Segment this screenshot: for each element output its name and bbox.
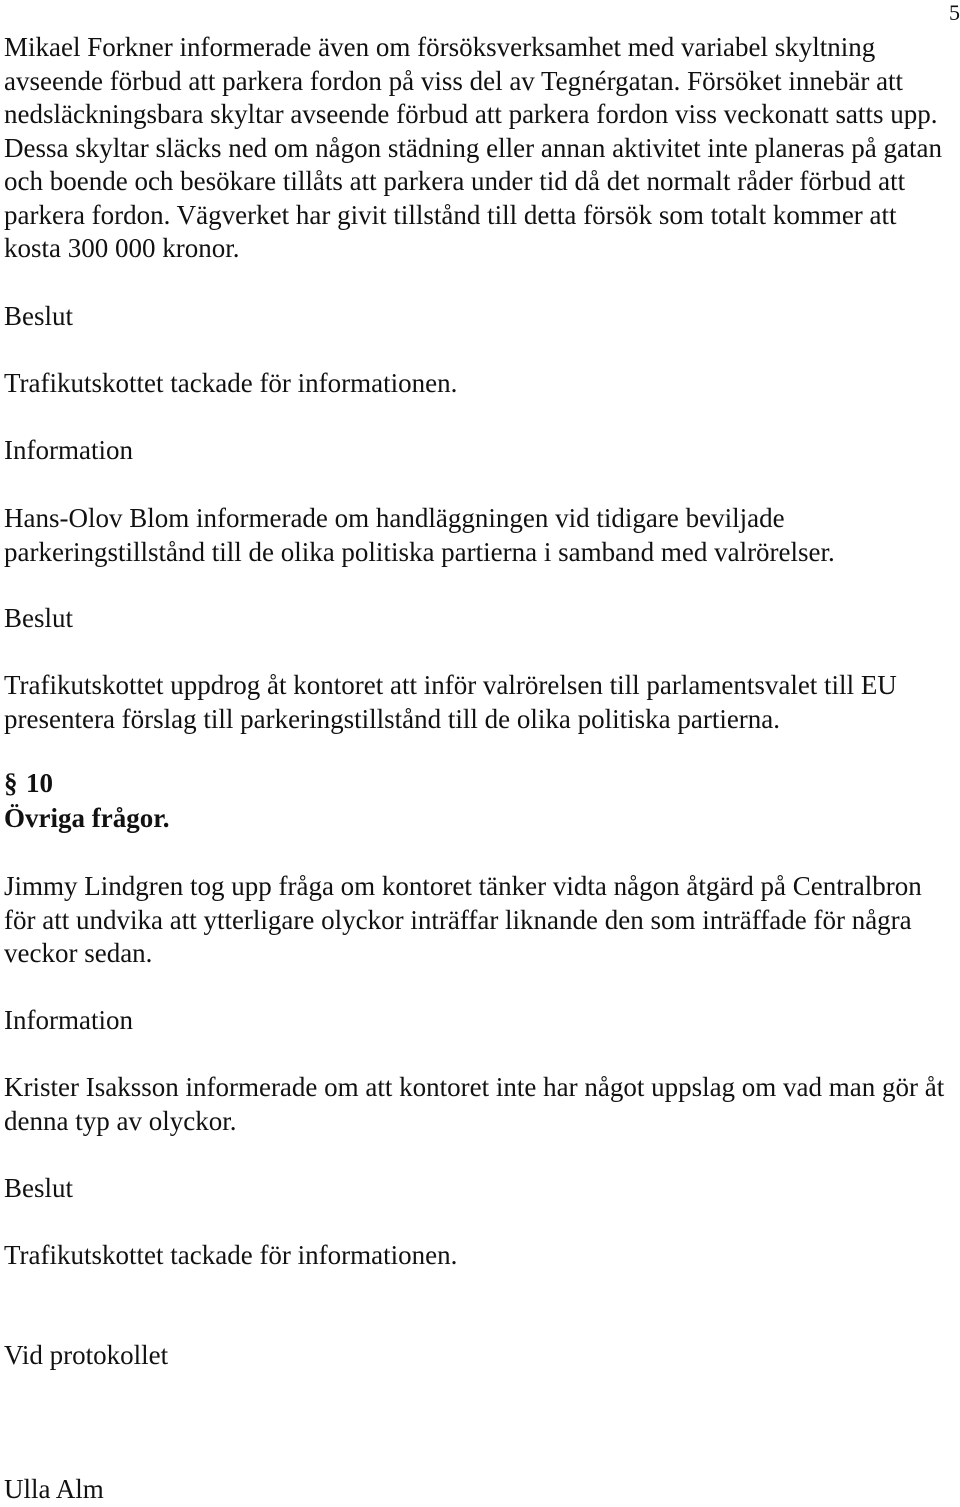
beslut-text-1: Trafikutskottet tackade för informationen.: [4, 368, 458, 398]
information-text-2: Krister Isaksson informerade om att kontoret inte har något uppslag om vad man gör åt denna typ av olyckor.: [4, 1072, 945, 1136]
question-text: Jimmy Lindgren tog upp fråga om kontoret tänker vidta någon åtgärd på Centralbron för att undvika att ytterligare olyckor inträffar liknande den som inträffade för några veckor sedan.: [4, 871, 922, 968]
information-heading-2: Information: [4, 1005, 133, 1035]
signatory-name: Ulla Alm: [4, 1474, 104, 1504]
beslut-heading-1: Beslut: [4, 301, 74, 331]
beslut-text-3: Trafikutskottet tackade för informationen.: [4, 1240, 458, 1270]
paragraph-title: Övriga frågor.: [4, 803, 170, 833]
intro-paragraph: Mikael Forkner informerade även om försöksverksamhet med variabel skyltning avseende förbud att parkera fordon på viss del av Tegnérgatan. Försöket innebär att nedsläckningsbara skyltar avseende förbud att parkera fordon viss veckonatt satts upp. Dessa skyltar släcks ned om någon städning eller annan aktivitet inte planeras på gatan och boende och besökare tillåts att parkera under tid då det normalt råder förbud att parkera fordon. Vägverket har givit tillstånd till detta försök som totalt kommer att kosta 300 000 kronor.: [4, 32, 942, 263]
page-number: 5: [949, 0, 960, 25]
beslut-heading-2: Beslut: [4, 603, 74, 633]
closing-text: Vid protokollet: [4, 1340, 169, 1370]
paragraph-symbol: §: [4, 768, 18, 798]
beslut-heading-3: Beslut: [4, 1173, 74, 1203]
beslut-text-2: Trafikutskottet uppdrog åt kontoret att inför valrörelsen till parlamentsvalet till EU presentera förslag till parkeringstillstånd till de olika politiska partierna.: [4, 670, 897, 734]
information-text-1: Hans-Olov Blom informerade om handläggningen vid tidigare beviljade parkeringstillstånd till de olika politiska partierna i samband med valrörelser.: [4, 503, 835, 567]
paragraph-number: 10: [26, 768, 53, 798]
information-heading-1: Information: [4, 435, 133, 465]
